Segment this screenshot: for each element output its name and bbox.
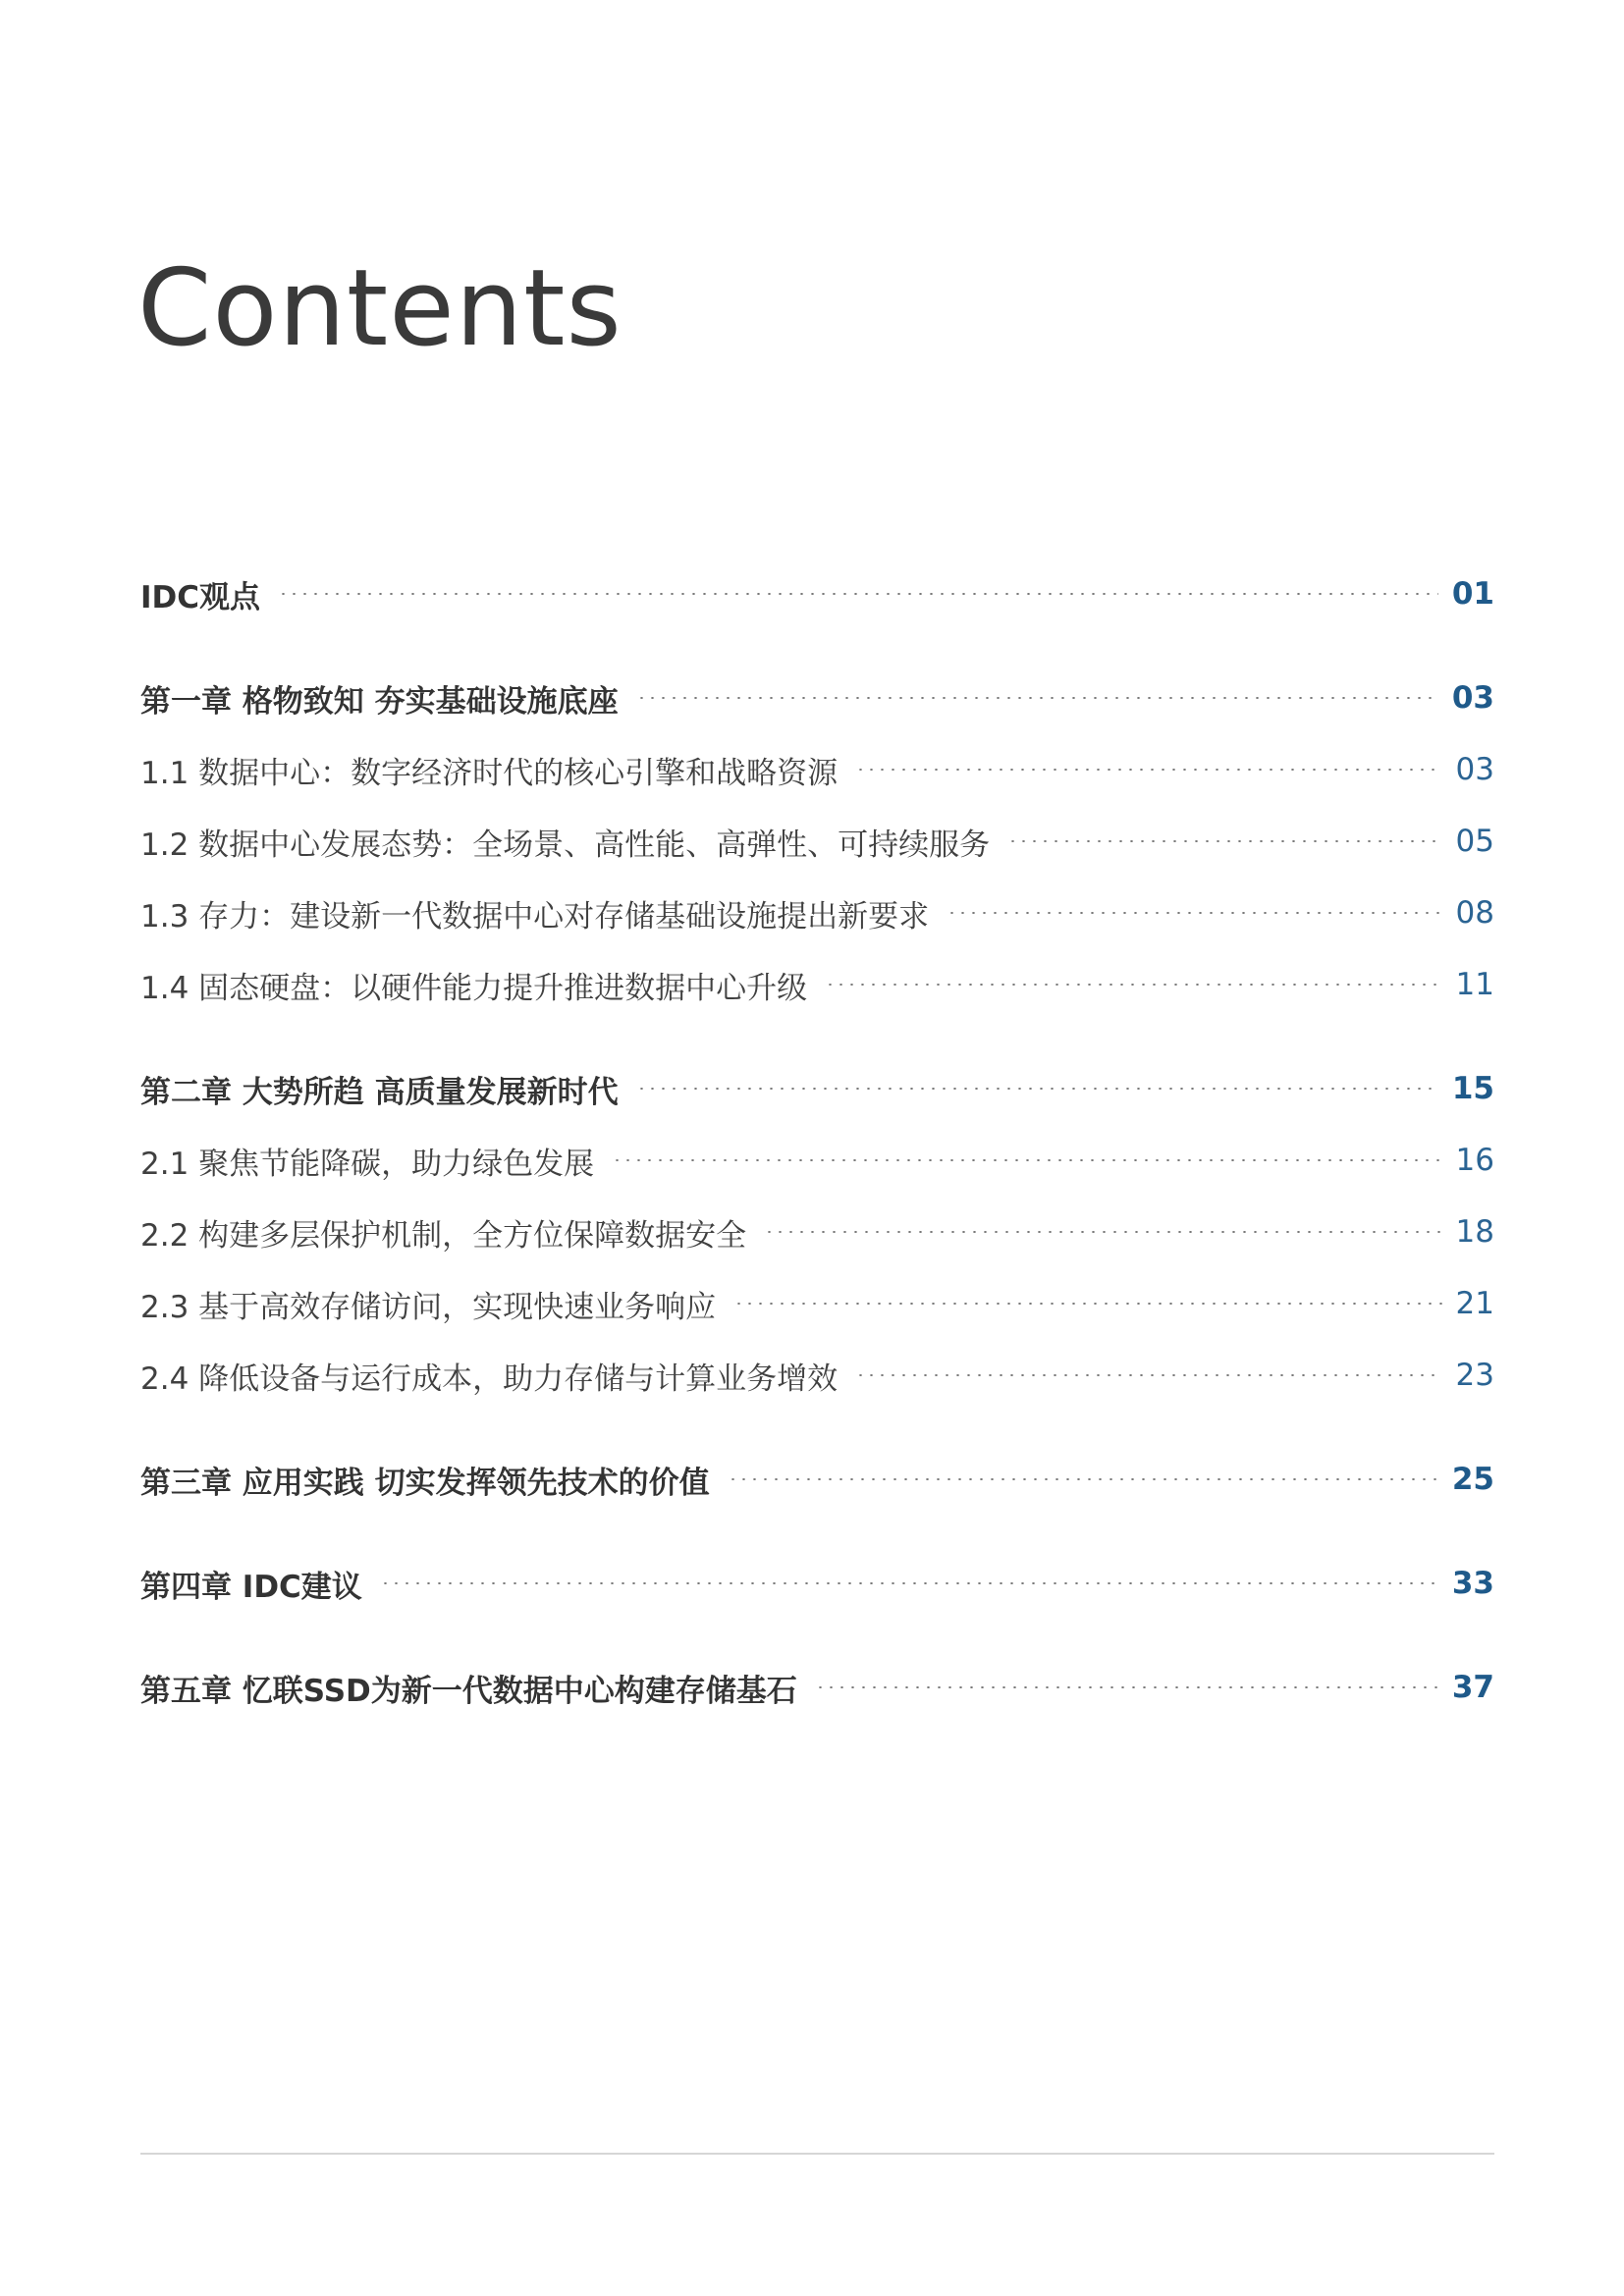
toc-entry-label: 2.1 聚焦节能降碳，助力绿色发展	[140, 1146, 595, 1182]
toc-page-number: 05	[1455, 824, 1494, 859]
toc-entry-label: 第五章 忆联SSD为新一代数据中心构建存储基石	[140, 1673, 797, 1709]
dot-leader	[825, 984, 1441, 986]
dot-leader	[278, 593, 1438, 595]
toc-entry-label: 1.2 数据中心发展态势：全场景、高性能、高弹性、可持续服务	[140, 827, 991, 863]
toc-page-number: 01	[1451, 576, 1494, 612]
toc-entry-label: 第四章 IDC建议	[140, 1569, 362, 1605]
dot-leader	[815, 1686, 1438, 1688]
toc-chapter-entry[interactable]	[140, 1455, 1494, 1504]
toc-chapter-entry[interactable]	[140, 1663, 1494, 1712]
toc-page-number: 21	[1455, 1286, 1494, 1321]
toc-entry-label: 第三章 应用实践 切实发挥领先技术的价值	[140, 1465, 710, 1501]
toc-page-number: 18	[1455, 1214, 1494, 1250]
dot-leader	[733, 1303, 1441, 1305]
toc-page-number: 03	[1455, 752, 1494, 787]
dot-leader	[1007, 840, 1441, 842]
page-title: Contents	[137, 247, 623, 370]
toc-section-entry[interactable]	[140, 1136, 1494, 1185]
dot-leader	[612, 1159, 1441, 1161]
toc-entry-label: 第二章 大势所趋 高质量发展新时代	[140, 1074, 619, 1110]
toc-entry-label: 2.3 基于高效存储访问，实现快速业务响应	[140, 1289, 717, 1325]
toc-section-entry[interactable]	[140, 888, 1494, 937]
dot-leader	[855, 1374, 1441, 1376]
toc-entry-label: 1.1 数据中心：数字经济时代的核心引擎和战略资源	[140, 755, 839, 791]
table-of-contents	[140, 569, 1494, 1712]
toc-chapter-entry[interactable]	[140, 1559, 1494, 1608]
toc-page-number: 37	[1451, 1670, 1494, 1705]
toc-entry-label: 第一章 格物致知 夯实基础设施底座	[140, 683, 619, 720]
dot-leader	[728, 1478, 1438, 1480]
toc-section-entry[interactable]	[140, 1351, 1494, 1400]
toc-page-number: 03	[1451, 680, 1494, 716]
toc-section-entry[interactable]	[140, 1279, 1494, 1328]
toc-page-number: 11	[1455, 967, 1494, 1002]
toc-chapter-entry[interactable]	[140, 673, 1494, 722]
footer-divider	[140, 2153, 1494, 2155]
toc-page-number: 33	[1451, 1566, 1494, 1601]
dot-leader	[947, 912, 1441, 914]
toc-section-entry[interactable]	[140, 745, 1494, 794]
dot-leader	[855, 769, 1441, 771]
toc-chapter-entry[interactable]	[140, 1064, 1494, 1113]
toc-entry-label: 2.4 降低设备与运行成本，助力存储与计算业务增效	[140, 1361, 839, 1397]
toc-section-entry[interactable]	[140, 960, 1494, 1009]
toc-chapter-entry[interactable]	[140, 569, 1494, 618]
toc-entry-label: 1.4 固态硬盘：以硬件能力提升推进数据中心升级	[140, 970, 808, 1006]
toc-entry-label: IDC观点	[140, 579, 261, 615]
toc-page-number: 25	[1451, 1462, 1494, 1497]
dot-leader	[380, 1582, 1438, 1584]
toc-entry-label: 2.2 构建多层保护机制，全方位保障数据安全	[140, 1217, 747, 1254]
dot-leader	[764, 1231, 1441, 1233]
toc-page-number: 08	[1455, 895, 1494, 931]
toc-page-number: 23	[1455, 1358, 1494, 1393]
toc-page-number: 16	[1455, 1143, 1494, 1178]
toc-page-number: 15	[1451, 1071, 1494, 1106]
toc-section-entry[interactable]	[140, 817, 1494, 866]
toc-section-entry[interactable]	[140, 1207, 1494, 1256]
dot-leader	[636, 697, 1438, 699]
dot-leader	[636, 1088, 1438, 1090]
toc-entry-label: 1.3 存力：建设新一代数据中心对存储基础设施提出新要求	[140, 898, 930, 934]
